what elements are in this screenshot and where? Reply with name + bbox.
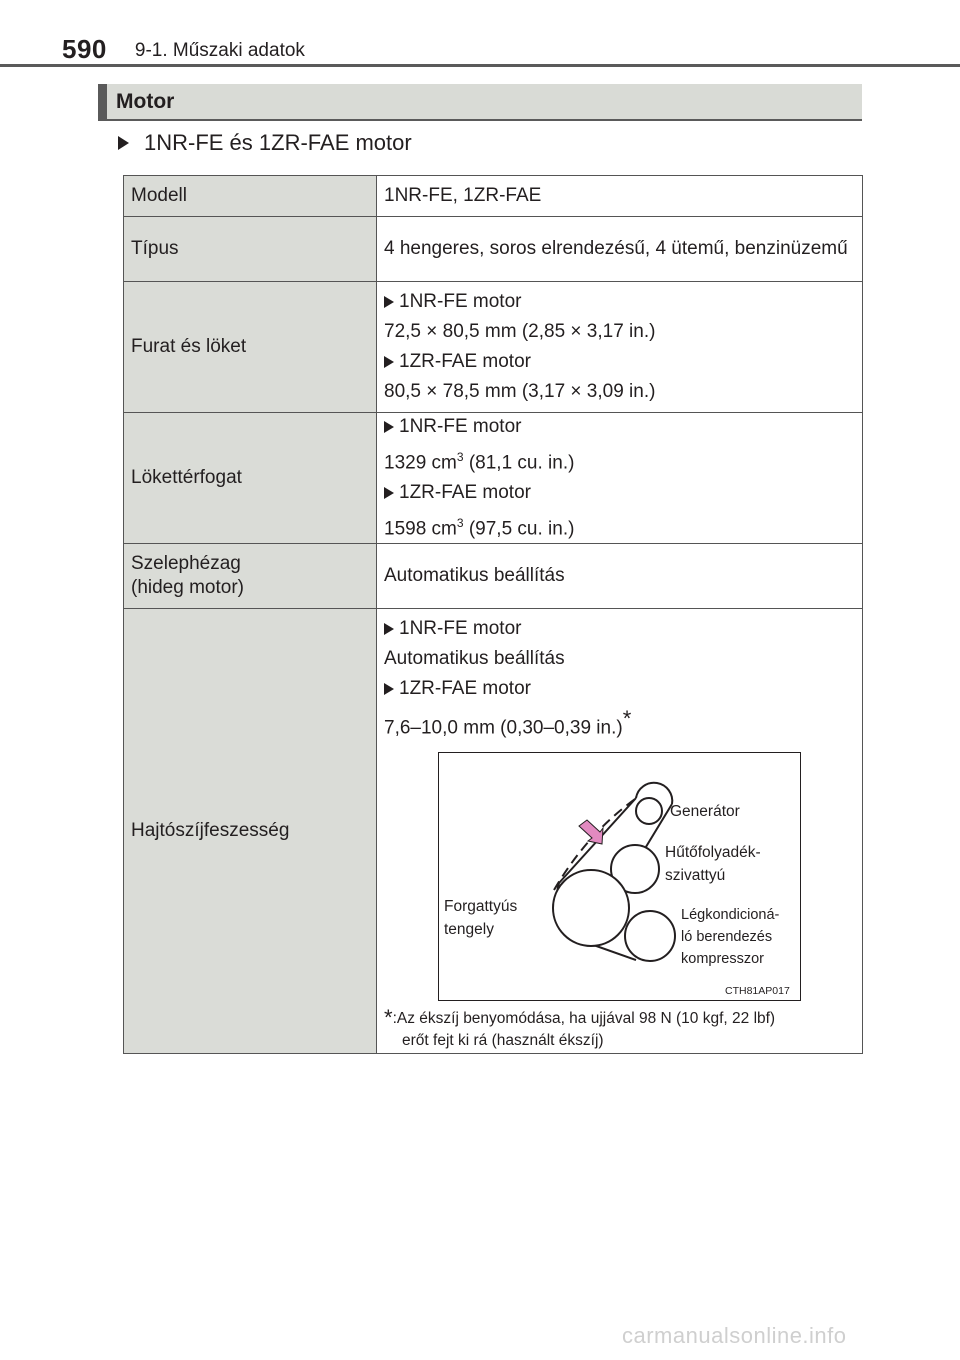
value-line: 7,6–10,0 mm (0,30–0,39 in.)* [384,706,632,739]
table-row [124,217,863,282]
row-value [377,609,863,1054]
section-title: Motor [116,90,175,113]
row-value [377,413,863,544]
label-pump-1: Hűtőfolyadék- [665,844,761,862]
sub-heading: 1NR-FE motor [384,290,855,314]
engine-spec-table [123,175,863,1054]
value-line: 1329 $cm^3$ (81,1 cu. in.) [384,449,575,473]
row-value: Automatikus beállítás [377,544,863,609]
table-row [124,413,863,544]
triangle-bullet-icon [384,623,394,635]
table-row [124,544,863,609]
label-generator: Generátor [670,803,740,821]
section-bar [98,84,862,121]
label-ac-3: kompresszor [681,951,764,968]
row-label: Furat és löket [124,282,377,413]
triangle-bullet-icon [384,683,394,695]
triangle-bullet-icon [384,487,394,499]
page-number: 590 [62,34,107,64]
chapter-title: 9-1. Műszaki adatok [134,40,305,61]
table-row [124,282,863,413]
row-label: Hajtószíjfeszesség [124,609,377,1054]
sub-heading: 1NR-FE motor [384,617,855,641]
sub-heading: 1ZR-FAE motor [384,677,855,701]
row-label: Típus [124,217,377,282]
sub-heading: 1ZR-FAE motor [384,481,855,505]
header-rule [0,64,960,67]
subheading [118,130,412,156]
table-row [124,176,863,217]
triangle-bullet-icon [384,356,394,368]
label-crank-1: Forgattyús [444,898,518,916]
section-accent [98,84,107,119]
footnote: *:Az ékszíj benyomódása, ha ujjával 98 N (10 kgf, 22 lbf) erőt fejt ki rá (használt ékszíj) [384,1005,776,1050]
crankshaft-pulley [553,870,629,946]
row-value: 1NR-FE, 1ZR-FAE [377,176,863,217]
sub-heading: 1NR-FE motor [384,415,855,439]
label-ac-1: Légkondicioná- [681,907,780,924]
triangle-bullet-icon [384,421,394,433]
value-line: Automatikus beállítás [384,648,565,669]
row-value [377,282,863,413]
value-line: 72,5 × 80,5 mm (2,85 × 3,17 in.) [384,321,656,342]
value-line: 80,5 × 78,5 mm (3,17 × 3,09 in.) [384,381,656,402]
figure-code: CTH81AP017 [725,985,790,998]
label-ac-2: ló berendezés [681,929,773,946]
label-crank-2: tengely [444,921,494,939]
belt-diagram [438,752,801,1001]
page-header [62,26,305,62]
triangle-bullet-icon [384,296,394,308]
ac-compressor-pulley [625,911,675,961]
label-pump-2: szivattyú [665,867,726,885]
row-value: 4 hengeres, soros elrendezésű, 4 ütemű, benzinüzemű [377,217,863,282]
row-label: Modell [124,176,377,217]
value-line: 1598 $cm^3$ (97,5 cu. in.) [384,516,575,540]
table-row [124,609,863,1054]
generator-pulley [636,798,662,824]
triangle-bullet-icon [118,136,129,150]
subheading-text: 1NR-FE és 1ZR-FAE motor [144,130,412,155]
sub-heading: 1ZR-FAE motor [384,350,855,374]
row-label: Szelephézag (hideg motor) [124,544,377,609]
watermark: carmanualsonline.info [622,1323,847,1348]
row-label: Lökettérfogat [124,413,377,544]
